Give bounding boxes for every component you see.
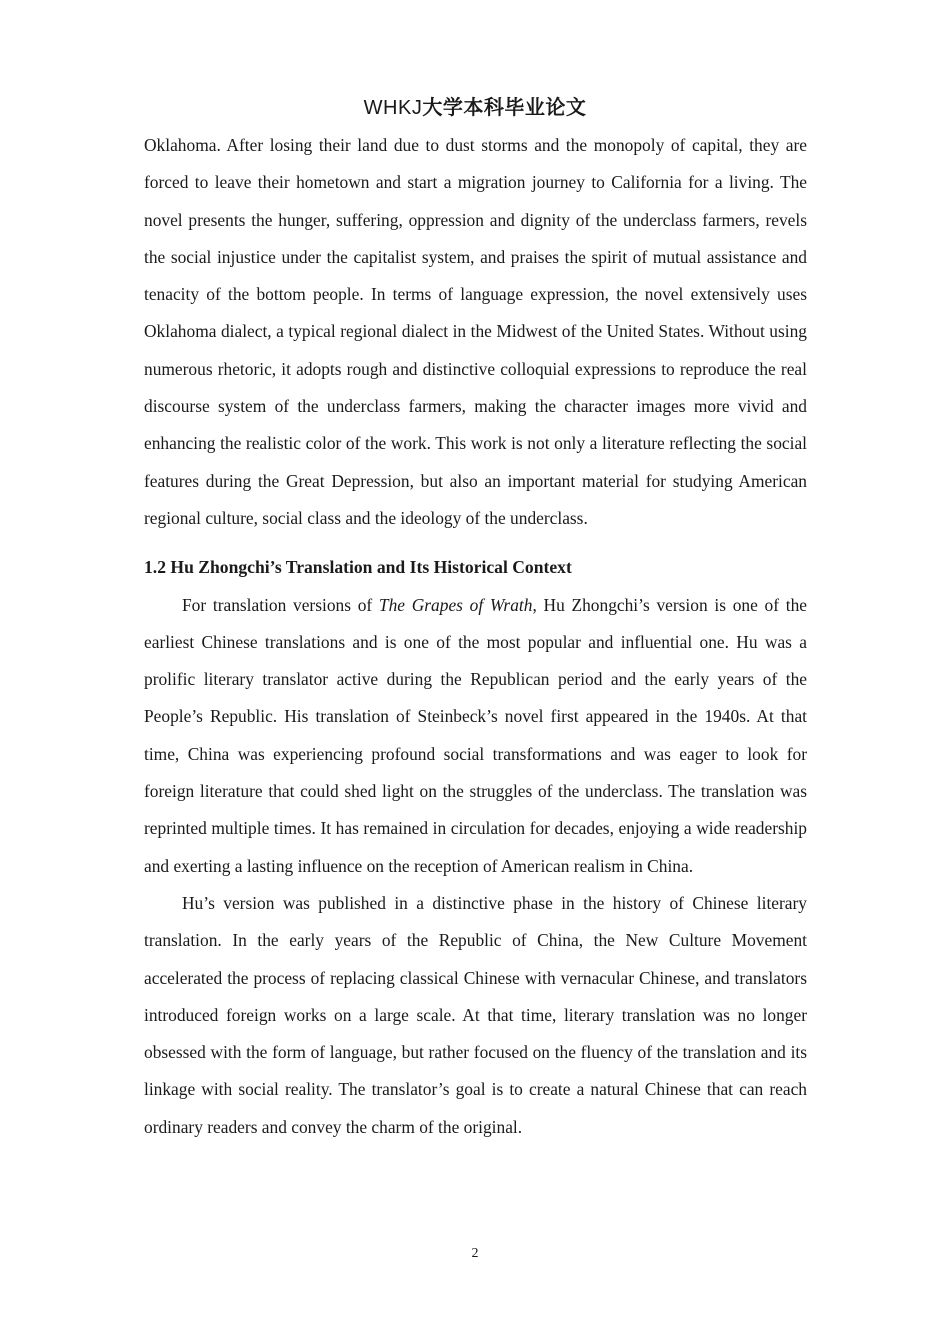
paragraph-1: Oklahoma. After losing their land due to dust storms and the monopoly of capital, they are forced to leave their hometown and start a migration journey to California for a living. The novel presents the hunger, suffering, oppression and dignity of the underclass farmers, revels the social injustice under the capitalist system, and praises the spirit of mutual assistance and tenacity of the bottom people. In terms of language expression, the novel extensively uses Oklahoma dialect, a typical regional dialect in the Midwest of the United States. Without using numerous rhetoric, it adopts rough and distinctive colloquial expressions to reproduce the real discourse system of the underclass farmers, making the character images more vivid and enhancing the realistic color of the work. This work is not only a literature reflecting the social features during the Great Depression, but also an important material for studying American regional culture, social class and the ideology of the underclass. <box>144 135 807 528</box>
paragraph-2-lead: For translation versions of <box>182 594 379 615</box>
section-heading: 1.2 Hu Zhongchi’s Translation and Its Historical Context <box>144 557 572 578</box>
header-thesis-title: 大学本科毕业论文 <box>422 95 587 119</box>
running-header <box>0 92 950 123</box>
book-title: The Grapes of Wrath <box>378 594 533 615</box>
paragraph-2-rest: , Hu Zhongchi’s version is one of the earliest Chinese translations and is one of the most popular and influential one. Hu was a prolific literary translator active during the Republican period and the early years of the People’s Republic. His translation of Steinbeck’s novel first appeared in the 1940s. At that time, China was experiencing profound social transformations and was eager to look for foreign literature that could shed light on the struggles of the underclass. The translation was reprinted multiple times. It has remained in circulation for decades, enjoying a wide readership and exerting a lasting influence on the reception of American realism in China. <box>144 594 807 876</box>
paragraph-3: Hu’s version was published in a distinctive phase in the history of Chinese literary translation. In the early years of the Republic of China, the New Culture Movement accelerated the process of replacing classical Chinese with vernacular Chinese, and translators introduced foreign works on a large scale. At that time, literary translation was no longer obsessed with the form of language, but rather focused on the fluency of the translation and its linkage with social reality. The translator’s goal is to create a natural Chinese that can reach ordinary readers and convey the charm of the original. <box>144 892 807 1137</box>
paragraph-2 <box>144 587 807 885</box>
body-text <box>144 127 807 1146</box>
page-number: 2 <box>471 1246 479 1261</box>
header-institution-code: WHKJ <box>363 97 423 119</box>
